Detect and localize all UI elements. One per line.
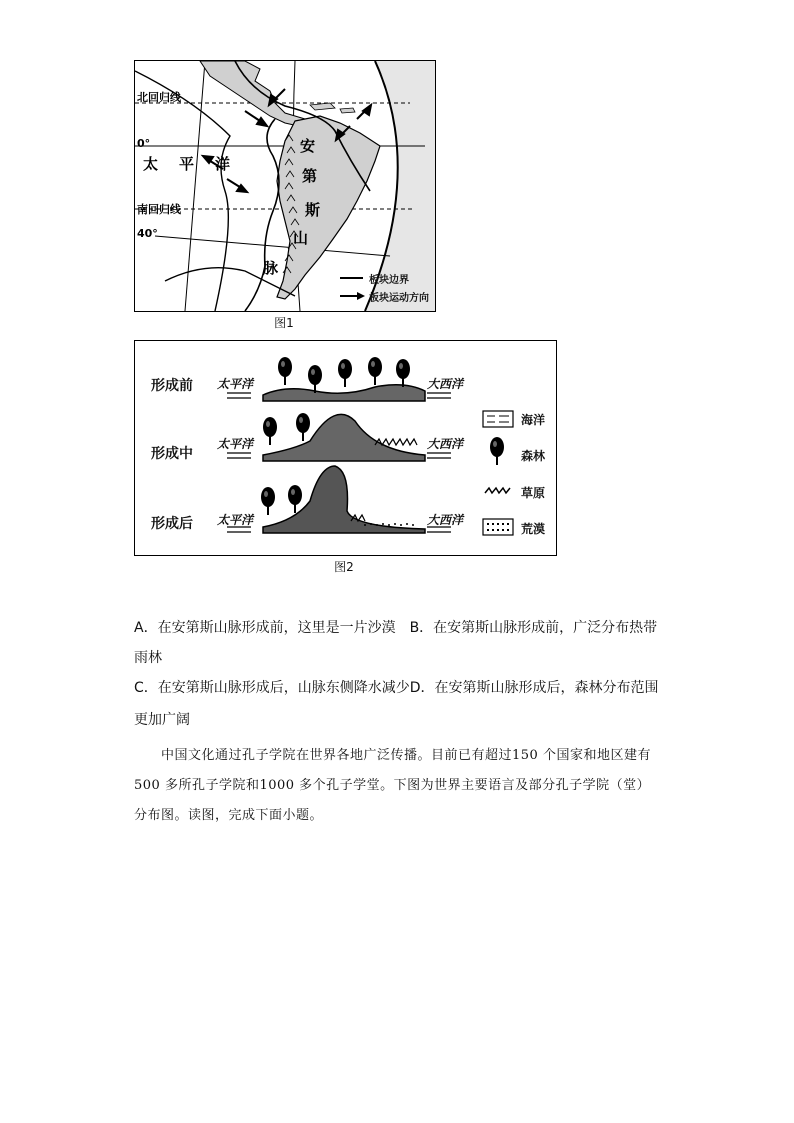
row-during-west: 太平洋 [217, 437, 254, 451]
legend-direction-label: 板块运动方向 [369, 293, 429, 304]
label-equator: 0° [137, 137, 151, 150]
label-lat40: 40° [137, 227, 158, 240]
row-after-west: 太平洋 [217, 513, 254, 527]
andes-char-1: 安 [300, 137, 316, 155]
figure1-map [134, 60, 436, 312]
legend-grassland-label: 草原 [521, 486, 546, 500]
passage-line-3: 分布图。读图，完成下面小题。 [134, 808, 324, 823]
legend-desert-icon [483, 519, 513, 535]
options-line-1: A．在安第斯山脉形成前，这里是一片沙漠 B．在安第斯山脉形成前，广泛分布热带 [134, 620, 658, 636]
passage-line-1: 中国文化通过孔子学院在世界各地广泛传播。目前已有超过150 个国家和地区建有 [134, 748, 651, 763]
figure2-profiles [134, 340, 557, 556]
pacific-char-2: 平 [179, 155, 195, 173]
legend-boundary-label: 板块边界 [369, 275, 409, 286]
row-after-label: 形成后 [151, 516, 193, 532]
row-before-profile [227, 357, 451, 401]
profiles-drawing [135, 341, 556, 555]
andes-char-3: 斯 [305, 201, 321, 219]
row-before-label: 形成前 [151, 378, 193, 394]
legend-forest-icon [490, 437, 504, 465]
row-before-west: 太平洋 [217, 377, 254, 391]
pacific-char-1: 太 [143, 155, 159, 173]
label-tropic-capricorn: 南回归线 [137, 203, 181, 216]
row-after-east: 大西洋 [427, 513, 464, 527]
options-line-4: 更加广阔 [134, 712, 190, 728]
legend-grassland-icon [485, 488, 510, 493]
legend-forest-label: 森林 [521, 449, 546, 463]
row-during-profile [227, 413, 451, 461]
figure2-caption: 图2 [334, 560, 354, 574]
row-before-east: 大西洋 [427, 377, 464, 391]
row-during-label: 形成中 [151, 446, 193, 462]
options-line-2: 雨林 [134, 650, 162, 666]
legend-desert-label: 荒漠 [521, 522, 546, 536]
row-after-profile [227, 466, 451, 533]
andes-char-2: 第 [302, 167, 318, 185]
label-tropic-cancer: 北回归线 [137, 91, 181, 104]
legend-ocean-label: 海洋 [521, 413, 546, 427]
legend-ocean-icon [483, 411, 513, 427]
pacific-char-3: 洋 [215, 155, 231, 173]
row-during-east: 大西洋 [427, 437, 464, 451]
passage-line-2: 500 多所孔子学院和1000 多个孔子学堂。下图为世界主要语言及部分孔子学院（堂） [134, 778, 651, 793]
andes-char-4: 山 [293, 229, 309, 247]
figure1-caption: 图1 [274, 316, 294, 330]
andes-char-5: 脉 [263, 259, 279, 277]
options-line-3: C．在安第斯山脉形成后，山脉东侧降水减少D．在安第斯山脉形成后，森林分布范围 [134, 680, 659, 696]
